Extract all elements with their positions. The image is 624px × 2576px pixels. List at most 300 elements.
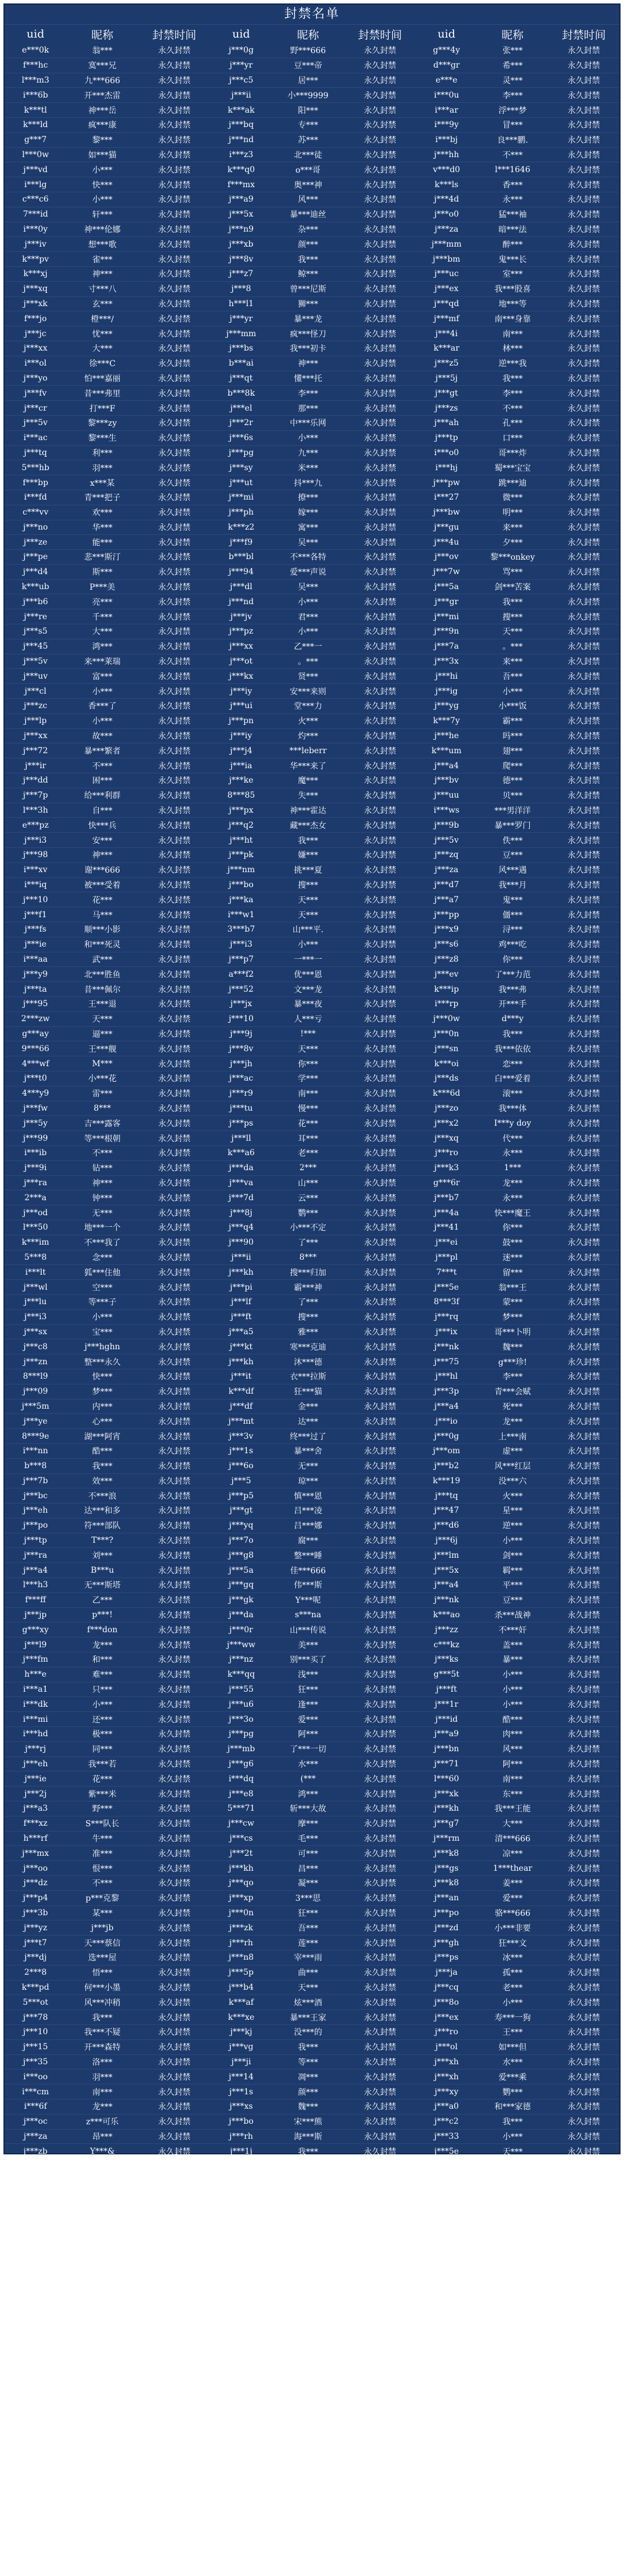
cell-nickname: 神***霍达 — [289, 806, 326, 816]
cell-uid: j***xk — [434, 1789, 459, 1799]
cell-nickname: 我*** — [298, 836, 318, 846]
table-row — [210, 460, 416, 475]
cell-uid: j***5v — [23, 657, 48, 667]
cell-ban-time: 永久封禁 — [158, 1462, 191, 1472]
cell-nickname: 白***爱着 — [494, 1074, 531, 1084]
cell-nickname: 毛*** — [298, 1834, 318, 1844]
cell-nickname: 鬼*** — [502, 895, 523, 905]
table-row — [416, 1981, 619, 1996]
table-row — [416, 2099, 619, 2115]
cell-ban-time: 永久封禁 — [158, 821, 191, 831]
cell-ban-time: 永久封禁 — [158, 2370, 191, 2380]
table-row — [5, 1354, 210, 1369]
cell-uid: j***9b — [434, 820, 459, 830]
table-row — [210, 2159, 416, 2174]
cell-ban-time: 永久封禁 — [158, 508, 191, 518]
cell-ban-time: 永久封禁 — [158, 2102, 191, 2112]
cell-ban-time: 永久封禁 — [158, 1551, 191, 1561]
cell-uid: j***iy — [230, 731, 252, 741]
cell-ban-time: 永久封禁 — [567, 508, 600, 518]
table-row — [5, 148, 210, 163]
cell-ban-time: 永久封禁 — [363, 702, 396, 712]
cell-ban-time: 永久封禁 — [158, 657, 191, 667]
cell-nickname: 何***小墨 — [84, 1983, 121, 1993]
cell-ban-time: 永久封禁 — [363, 568, 396, 578]
table-row — [5, 2025, 210, 2040]
cell-nickname: 还*** — [92, 1715, 113, 1725]
table-row — [416, 177, 619, 192]
cell-uid: j***gt — [229, 1506, 253, 1516]
cell-ban-time: 永久封禁 — [567, 1789, 600, 1799]
cell-nickname: 老*** — [502, 1983, 523, 1993]
cell-ban-time: 永久封禁 — [158, 1119, 191, 1129]
cell-uid: i***ib — [24, 1148, 47, 1158]
cell-ban-time: 永久封禁 — [363, 2102, 396, 2112]
cell-uid: l***li — [25, 2325, 46, 2335]
cell-uid: j***90 — [228, 1238, 254, 1248]
table-row — [210, 2233, 416, 2249]
cell-nickname: 代*** — [502, 1134, 523, 1144]
cell-ban-time: 永久封禁 — [158, 136, 191, 146]
cell-ban-time: 永久封禁 — [158, 1253, 191, 1263]
table-row — [210, 773, 416, 788]
cell-ban-time: 永久封禁 — [363, 1506, 396, 1516]
cell-nickname: 佚*** — [502, 836, 523, 846]
cell-uid: j***x9 — [434, 925, 459, 935]
table-row — [210, 2323, 416, 2338]
cell-nickname: 狮*** — [298, 299, 318, 309]
cell-uid: j***a4 — [434, 1580, 459, 1590]
cell-nickname: 风*** — [502, 1745, 523, 1755]
cell-nickname: 灼*** — [298, 732, 318, 742]
table-row — [210, 1369, 416, 1384]
table-row — [416, 401, 619, 416]
cell-uid: k***ub — [21, 582, 50, 592]
cell-nickname: 海***斯 — [294, 2132, 322, 2142]
cell-nickname: 和*** — [92, 1655, 113, 1665]
table-row — [5, 475, 210, 490]
cell-uid: i***hd — [23, 1729, 49, 1739]
table-row — [5, 2115, 210, 2130]
table-row — [5, 1906, 210, 1921]
cell-ban-time: 永久封禁 — [363, 1670, 396, 1680]
cell-ban-time: 永久封禁 — [158, 1044, 191, 1054]
cell-nickname: 心*** — [92, 1417, 113, 1427]
cell-uid: j***dd — [23, 776, 49, 786]
cell-nickname: 爱***声说 — [289, 568, 326, 578]
cell-uid: j***0g — [228, 46, 254, 55]
cell-nickname: 疯***康 — [88, 121, 117, 131]
cell-ban-time: 永久封禁 — [567, 1581, 600, 1591]
cell-nickname: 狂***猫 — [294, 1387, 322, 1397]
cell-uid: j***gt — [434, 388, 458, 398]
cell-ban-time: 永久封禁 — [158, 836, 191, 846]
cell-nickname: 搜*** — [502, 612, 523, 622]
table-row — [210, 148, 416, 163]
cell-nickname: 天*** — [502, 627, 523, 637]
cell-nickname: 羁*** — [502, 1566, 523, 1576]
table-row — [210, 1786, 416, 1801]
cell-ban-time: 永久封禁 — [363, 1849, 396, 1859]
table-row — [416, 699, 619, 714]
cell-uid: k***im — [21, 1238, 50, 1248]
cell-ban-time: 永久封禁 — [567, 1611, 600, 1621]
cell-ban-time: 永久封禁 — [363, 344, 396, 354]
table-row — [210, 1399, 416, 1414]
cell-nickname: 山***平. — [292, 925, 324, 935]
cell-nickname: 耳*** — [298, 1134, 318, 1144]
cell-ban-time: 永久封禁 — [158, 970, 191, 980]
cell-ban-time: 永久封禁 — [567, 2519, 600, 2529]
cell-ban-time: 永久封禁 — [567, 2132, 600, 2142]
cell-uid: j***7a — [434, 642, 459, 652]
cell-ban-time: 永久封禁 — [567, 1134, 600, 1144]
cell-uid: b***8k — [227, 388, 255, 398]
cell-nickname: 狂*** — [298, 1909, 318, 1918]
cell-ban-time: 永久封禁 — [363, 1432, 396, 1442]
cell-ban-time: 永久封禁 — [363, 642, 396, 652]
table-row — [416, 1235, 619, 1250]
cell-ban-time: 永久封禁 — [158, 240, 191, 250]
cell-ban-time: 永久封禁 — [567, 2057, 600, 2067]
cell-uid: 8***85 — [227, 791, 255, 801]
cell-ban-time: 永久封禁 — [363, 1193, 396, 1203]
cell-ban-time: 永久封禁 — [567, 538, 600, 548]
cell-ban-time: 永久封禁 — [158, 2355, 191, 2365]
cell-uid: j***q4 — [228, 2340, 254, 2350]
cell-ban-time: 永久封禁 — [567, 761, 600, 771]
cell-ban-time: 永久封禁 — [363, 940, 396, 950]
cell-nickname: 魏*** — [502, 1342, 523, 1352]
cell-nickname: 猛***袖 — [498, 210, 527, 220]
cell-nickname: 地***一个 — [84, 1223, 121, 1233]
table-row — [210, 416, 416, 431]
cell-uid: j***za — [434, 224, 459, 234]
cell-ban-time: 永久封禁 — [363, 1357, 396, 1367]
cell-ban-time: 永久封禁 — [363, 2072, 396, 2082]
cell-nickname: 2*** — [299, 1163, 317, 1173]
cell-nickname: 专*** — [298, 121, 318, 131]
table-row — [210, 1622, 416, 1637]
cell-uid: j***yg — [434, 701, 459, 711]
cell-uid: j***kh — [228, 1357, 254, 1367]
cell-ban-time: 永久封禁 — [158, 329, 191, 339]
cell-ban-time: 永久封禁 — [363, 1268, 396, 1278]
cell-nickname: 翁*** — [92, 46, 113, 56]
cell-uid: l***07 — [23, 2519, 49, 2529]
cell-uid: i***lt — [25, 1267, 46, 1277]
cell-uid: i***ol — [24, 359, 47, 368]
cell-ban-time: 永久封禁 — [567, 1834, 600, 1844]
cell-uid: j***a7 — [434, 895, 459, 904]
cell-nickname: 华***来了 — [289, 761, 326, 771]
cell-nickname: 小***不定 — [289, 1223, 326, 1233]
cell-ban-time: 永久封禁 — [363, 955, 396, 965]
table-row — [210, 1146, 416, 1161]
cell-nickname: ***leberr — [289, 746, 327, 755]
cell-uid: i***w1 — [228, 910, 255, 920]
table-row — [210, 2367, 416, 2383]
cell-ban-time: 永久封禁 — [158, 1074, 191, 1084]
cell-uid: j***ks — [434, 1655, 459, 1665]
cell-nickname: 遇***来了 — [494, 2430, 531, 2440]
table-row — [416, 2174, 619, 2189]
cell-uid: j***mi — [228, 493, 254, 502]
cell-nickname: 莲*** — [298, 1938, 318, 1948]
cell-uid: j***bm — [433, 254, 460, 264]
cell-ban-time: 永久封禁 — [567, 1804, 600, 1814]
table-row — [5, 2293, 210, 2308]
cell-ban-time: 永久封禁 — [158, 2147, 191, 2157]
cell-uid: j***eh — [23, 1506, 48, 1516]
table-row — [5, 1981, 210, 1996]
cell-ban-time: 永久封禁 — [363, 329, 396, 339]
cell-ban-time: 永久封禁 — [363, 1774, 396, 1784]
cell-nickname: 宝*** — [92, 1327, 113, 1337]
cell-uid: j***n8 — [228, 1953, 254, 1963]
table-row — [210, 729, 416, 744]
table-row — [5, 952, 210, 967]
cell-nickname: 李*** — [502, 91, 523, 100]
table-row — [5, 2398, 210, 2413]
cell-ban-time: 永久封禁 — [567, 717, 600, 727]
table-row — [5, 1250, 210, 1265]
cell-nickname: 剑*** — [502, 1551, 523, 1561]
cell-uid: j***ta — [24, 984, 47, 994]
table-row — [210, 1429, 416, 1444]
cell-uid: j***ze — [23, 537, 47, 547]
header-uid: uid — [232, 28, 250, 40]
table-row — [210, 594, 416, 609]
table-row — [416, 2159, 619, 2174]
cell-ban-time: 永久封禁 — [567, 1700, 600, 1710]
cell-ban-time: 永久封禁 — [363, 1208, 396, 1218]
cell-ban-time: 永久封禁 — [158, 538, 191, 548]
cell-uid: j***zn — [23, 1357, 48, 1367]
table-row — [210, 2204, 416, 2219]
cell-uid: j***xf — [435, 2191, 458, 2201]
cell-uid: j***g6 — [228, 1759, 254, 1769]
cell-uid: j***jp — [24, 1610, 47, 1620]
cell-uid: j***pp — [434, 910, 459, 920]
cell-nickname: 快***魔王 — [494, 1208, 531, 1218]
cell-nickname: 天***圣体 — [84, 2281, 121, 2291]
cell-nickname: 杂*** — [298, 225, 318, 234]
cell-nickname: 邪*** — [298, 2490, 318, 2500]
cell-nickname: 狂*** — [298, 1685, 318, 1695]
table-row — [210, 1950, 416, 1965]
cell-nickname: I***y doy — [494, 1118, 532, 1128]
cell-nickname: 整***睡 — [294, 1551, 322, 1561]
cell-nickname: 天*** — [92, 1015, 113, 1025]
cell-nickname: 羽*** — [92, 2072, 113, 2082]
cell-uid: j***ah — [434, 418, 459, 428]
table-row — [5, 1667, 210, 1682]
table-row — [416, 788, 619, 803]
cell-uid: j***a4 — [23, 1565, 48, 1575]
cell-ban-time: 永久封禁 — [567, 2102, 600, 2112]
cell-uid: j***yq — [229, 1521, 254, 1531]
table-row — [5, 907, 210, 922]
cell-nickname: 优***恩 — [294, 970, 322, 980]
cell-ban-time: 永久封禁 — [567, 1044, 600, 1054]
cell-ban-time: 永久封禁 — [567, 404, 600, 414]
table-row — [5, 1071, 210, 1086]
cell-nickname: 神***岳 — [88, 106, 117, 116]
cell-ban-time: 永久封禁 — [158, 1417, 191, 1427]
cell-uid: j***72 — [23, 746, 48, 755]
cell-ban-time: 永久封禁 — [363, 463, 396, 473]
cell-ban-time: 永久封禁 — [567, 1521, 600, 1531]
cell-uid: j***i3 — [24, 1312, 47, 1322]
cell-uid: j***2j — [24, 1789, 47, 1799]
table-row — [210, 1891, 416, 1906]
cell-ban-time: 永久封禁 — [363, 1640, 396, 1650]
cell-ban-time: 永久封禁 — [363, 1894, 396, 1904]
cell-ban-time: 永久封禁 — [567, 955, 600, 965]
cell-nickname: 野***666 — [290, 46, 326, 56]
cell-nickname: 宁*** — [92, 2206, 113, 2216]
cell-nickname: 蔡*** — [92, 2430, 113, 2440]
cell-uid: j***rl — [25, 2251, 46, 2261]
cell-nickname: 北***胜鱼 — [84, 970, 121, 980]
table-row — [416, 1459, 619, 1474]
table-row — [416, 88, 619, 103]
table-row — [210, 1310, 416, 1325]
table-row — [210, 356, 416, 371]
cell-uid: j***xq — [434, 1133, 459, 1143]
table-row — [210, 863, 416, 878]
cell-uid: j***3b — [23, 1908, 48, 1918]
cell-nickname: 刘*** — [92, 1551, 113, 1561]
table-row — [5, 1101, 210, 1116]
cell-nickname: 冰*** — [502, 1953, 523, 1963]
cell-uid: j***7o — [229, 1536, 254, 1546]
table-row — [5, 863, 210, 878]
cell-ban-time: 永久封禁 — [567, 2028, 600, 2038]
cell-uid: j***xp — [229, 1893, 254, 1903]
cell-uid: j***el — [230, 403, 252, 413]
cell-nickname: 利*** — [92, 448, 113, 458]
cell-uid: j***ex — [434, 284, 459, 294]
page-title: 封禁名单 — [5, 5, 619, 25]
cell-nickname: 天*** — [298, 1983, 318, 1993]
cell-uid: h***l1 — [228, 299, 254, 308]
cell-nickname: 爱***乘 — [498, 2072, 527, 2082]
cell-uid: j***zs — [434, 403, 458, 413]
cell-uid: j***bo — [229, 2117, 254, 2127]
table-row — [416, 1861, 619, 1876]
table-row — [5, 2069, 210, 2084]
table-row — [5, 386, 210, 401]
cell-nickname: 暴***龙 — [294, 314, 322, 324]
cell-uid: b***bl — [228, 552, 254, 562]
table-row — [5, 1339, 210, 1354]
cell-ban-time: 永久封禁 — [158, 1432, 191, 1442]
table-row — [416, 684, 619, 699]
cell-nickname: 来*** — [502, 657, 523, 667]
cell-uid: v***d0 — [433, 165, 460, 174]
cell-ban-time: 永久封禁 — [363, 2445, 396, 2455]
cell-ban-time: 永久封禁 — [158, 2192, 191, 2202]
cell-ban-time: 永久封禁 — [158, 612, 191, 622]
cell-uid: j***ei — [435, 1238, 458, 1248]
cell-ban-time: 永久封禁 — [363, 1983, 396, 1993]
cell-uid: j***4u — [434, 537, 459, 547]
cell-ban-time: 永久封禁 — [363, 2534, 396, 2544]
cell-uid: j***wl — [23, 1282, 48, 1292]
cell-nickname: 青***把子 — [84, 493, 121, 503]
cell-nickname: 风***红层 — [494, 1462, 531, 1472]
table-row — [416, 1533, 619, 1548]
table-row — [5, 580, 210, 595]
cell-uid: i***cm — [22, 2087, 49, 2097]
cell-nickname: 如***但 — [498, 2043, 527, 2053]
cell-ban-time: 永久封禁 — [158, 1789, 191, 1799]
cell-nickname: 人***亏 — [294, 1015, 322, 1025]
cell-ban-time: 永久封禁 — [363, 776, 396, 786]
table-row — [416, 1816, 619, 1832]
cell-uid: j***7b — [23, 1476, 48, 1486]
cell-uid: j***eh — [23, 1759, 48, 1769]
cell-ban-time: 永久封禁 — [363, 136, 396, 146]
cell-nickname: 翅*** — [502, 746, 523, 756]
cell-ban-time: 永久封禁 — [158, 1700, 191, 1710]
cell-nickname: 李*** — [298, 389, 318, 399]
table-row — [210, 2174, 416, 2189]
cell-uid: i***ws — [433, 806, 460, 816]
cell-uid: j***4l — [230, 2489, 252, 2499]
cell-nickname: 吴*** — [298, 2281, 318, 2291]
cell-nickname: 徐***C — [89, 359, 116, 369]
cell-ban-time: 永久封禁 — [567, 1313, 600, 1323]
table-row — [210, 1995, 416, 2010]
cell-uid: j***ro — [434, 1148, 459, 1158]
cell-uid: j***z8 — [434, 955, 459, 964]
cell-ban-time: 永久封禁 — [158, 1685, 191, 1695]
table-row — [416, 2084, 619, 2099]
cell-nickname: 我***不疑 — [84, 2028, 121, 2038]
cell-nickname: 鸿*** — [92, 642, 113, 652]
cell-ban-time: 永久封禁 — [158, 2460, 191, 2470]
cell-ban-time: 永久封禁 — [567, 2117, 600, 2127]
cell-nickname: 剑***苦案 — [494, 583, 531, 593]
table-row — [210, 2040, 416, 2055]
table-row — [416, 1101, 619, 1116]
cell-uid: j***e8 — [229, 1789, 254, 1799]
cell-uid: j***rm — [433, 1834, 460, 1844]
table-row — [416, 1995, 619, 2010]
cell-ban-time: 永久封禁 — [158, 597, 191, 607]
table-row — [416, 2501, 619, 2517]
table-row — [210, 431, 416, 446]
table-row — [416, 2144, 619, 2159]
cell-uid: j***n0 — [228, 2280, 254, 2290]
table-row — [416, 535, 619, 550]
cell-uid: j***5x — [434, 1565, 459, 1575]
cell-ban-time: 永久封禁 — [158, 687, 191, 697]
cell-nickname: 嫁*** — [298, 508, 318, 518]
cell-uid: i***bj — [435, 135, 458, 145]
cell-uid: i***xv — [23, 865, 48, 875]
cell-uid: j***ro — [229, 2429, 253, 2439]
table-row — [5, 714, 210, 729]
cell-ban-time: 永久封禁 — [567, 940, 600, 950]
cell-nickname: 豆*** — [502, 1596, 523, 1606]
table-row — [416, 58, 619, 73]
cell-uid: k***ld — [23, 120, 48, 130]
cell-nickname: 哥***卜明 — [494, 1327, 531, 1337]
